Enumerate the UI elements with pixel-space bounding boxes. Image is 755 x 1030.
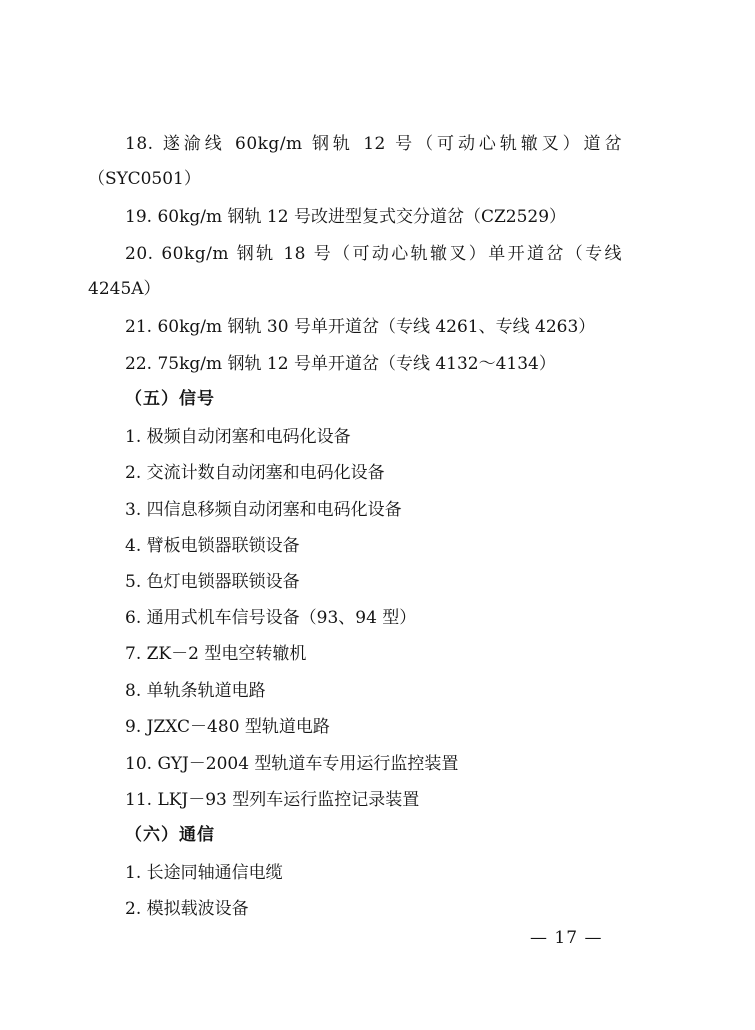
section-heading: （六）通信 — [125, 825, 215, 845]
page-number: — 17 — — [530, 928, 603, 948]
text-line: 5. 色灯电锁器联锁设备 — [125, 572, 300, 592]
text-line: 7. ZK－2 型电空转辙机 — [125, 644, 307, 664]
text-line: 18. 遂渝线 60kg/m 钢轨 12 号（可动心轨辙叉）道岔 — [125, 134, 622, 154]
text-line: 6. 通用式机车信号设备（93、94 型） — [125, 608, 417, 628]
text-line: 2. 模拟载波设备 — [125, 899, 249, 919]
text-line: 1. 极频自动闭塞和电码化设备 — [125, 427, 351, 447]
text-line: 10. GYJ－2004 型轨道车专用运行监控装置 — [125, 754, 459, 774]
text-line: 11. LKJ－93 型列车运行监控记录装置 — [125, 790, 420, 810]
text-line: 9. JZXC－480 型轨道电路 — [125, 717, 330, 737]
text-line: 1. 长途同轴通信电缆 — [125, 863, 283, 883]
text-line: 20. 60kg/m 钢轨 18 号（可动心轨辙叉）单开道岔（专线 — [125, 244, 622, 264]
text-line: （SYC0501） — [88, 169, 201, 189]
text-line: 4. 臂板电锁器联锁设备 — [125, 536, 300, 556]
text-line: 22. 75kg/m 钢轨 12 号单开道岔（专线 4132～4134） — [125, 354, 556, 374]
text-line: 21. 60kg/m 钢轨 30 号单开道岔（专线 4261、专线 4263） — [125, 317, 596, 337]
text-line: 8. 单轨条轨道电路 — [125, 681, 266, 701]
text-line: 19. 60kg/m 钢轨 12 号改进型复式交分道岔（CZ2529） — [125, 207, 567, 227]
text-line: 2. 交流计数自动闭塞和电码化设备 — [125, 463, 385, 483]
text-line: 4245A） — [88, 279, 161, 299]
section-heading: （五）信号 — [125, 389, 215, 409]
text-line: 3. 四信息移频自动闭塞和电码化设备 — [125, 500, 402, 520]
